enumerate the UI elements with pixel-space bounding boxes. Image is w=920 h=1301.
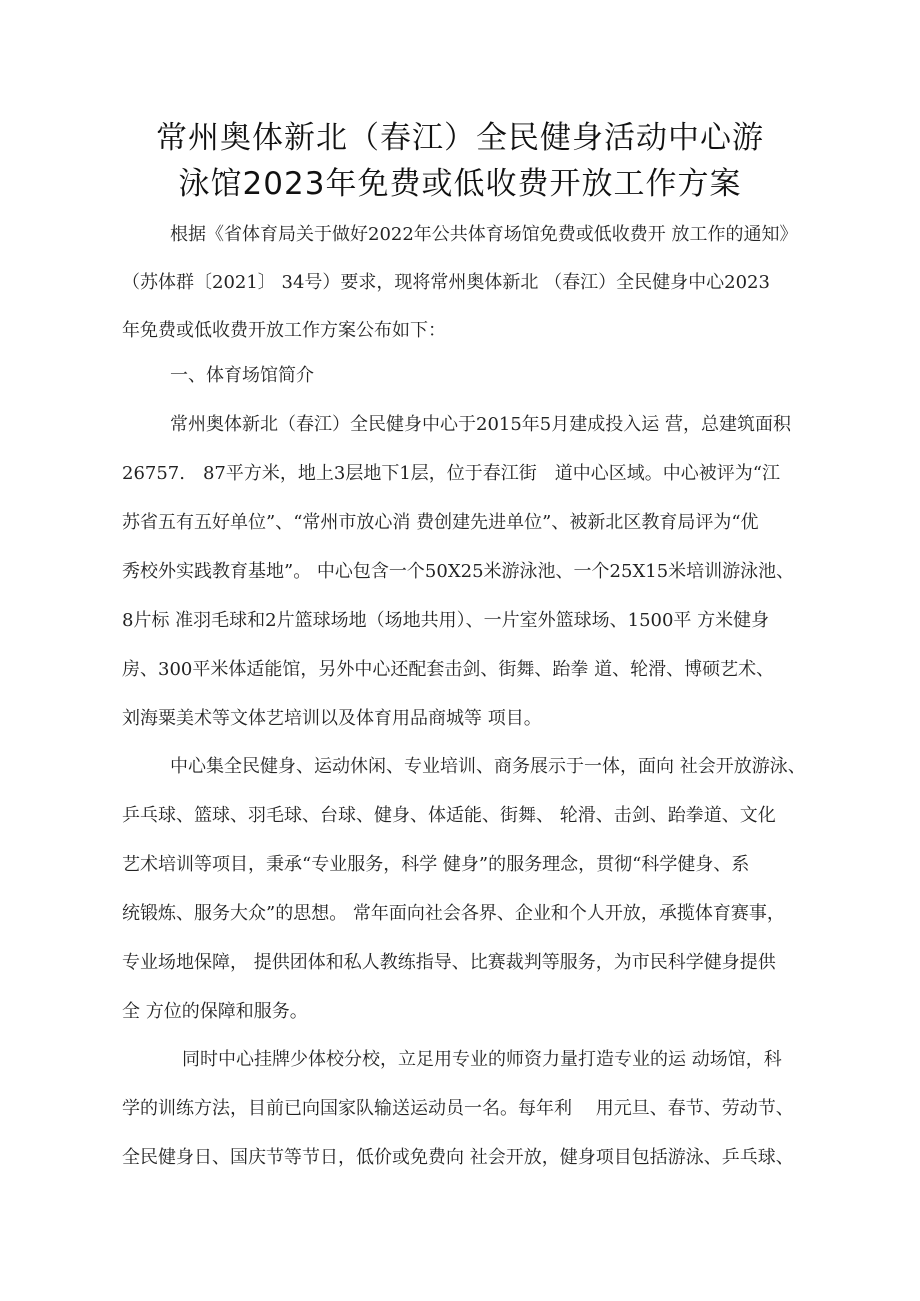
- para1-line-5: 8片标 准羽毛球和2片篮球场地（场地共用）、一片室外篮球场、1500平 方米健身: [122, 610, 770, 631]
- intro-line-1: 根据《省体育局关于做好2022年公共体育场馆免费或低收费开 放工作的通知》: [170, 224, 798, 245]
- document-title-line-2: 泳馆2023年免费或低收费开放工作方案: [178, 166, 742, 202]
- para1-line-4: 秀校外实践教育基地”。 中心包含一个50X25米游泳池、一个25X15米培训游泳池、: [122, 561, 795, 582]
- para2-line-4: 统锻炼、服务大众”的思想。 常年面向社会各界、企业和个人开放，承揽体育赛事，: [122, 903, 785, 924]
- para3-line-3: 全民健身日、国庆节等节日，低价或免费向 社会开放，健身项目包括游泳、乒乓球、: [122, 1147, 794, 1168]
- para3-line-2: 学的训练方法，目前已向国家队输送运动员一名。每年利 用元旦、春节、劳动节、: [122, 1098, 794, 1119]
- para1-line-3: 苏省五有五好单位”、“常州市放心消 费创建先进单位”、被新北区教育局评为“优: [122, 512, 759, 533]
- para2-line-6: 全 方位的保障和服务。: [122, 1001, 308, 1022]
- para1-line-7: 刘海粟美术等文体艺培训以及体育用品商城等 项目。: [122, 708, 542, 729]
- section-heading-1: 一、体育场馆简介: [170, 365, 314, 386]
- para1-line-6: 房、300平米体适能馆，另外中心还配套击剑、街舞、跆拳 道、轮滑、博硕艺术、: [122, 659, 775, 680]
- intro-line-2: （苏体群〔2021〕 34号）要求，现将常州奥体新北 （春江）全民健身中心2023: [122, 272, 770, 293]
- para3-line-1: 同时中心挂牌少体校分校，立足用专业的师资力量打造专业的运 动场馆，科: [182, 1049, 782, 1070]
- para1-line-1: 常州奥体新北（春江）全民健身中心于2015年5月建成投入运 营，总建筑面积: [170, 414, 791, 435]
- para1-line-2: 26757. 87平方米，地上3层地下1层，位于春江街 道中心区域。中心被评为“江: [122, 463, 780, 484]
- para2-line-3: 艺术培训等项目，秉承“专业服务，科学 健身”的服务理念，贯彻“科学健身、系: [122, 854, 750, 875]
- para2-line-5: 专业场地保障， 提供团体和私人教练指导、比赛裁判等服务，为市民科学健身提供: [122, 952, 776, 973]
- document-title-line-1: 常州奥体新北（春江）全民健身活动中心游: [156, 120, 764, 156]
- intro-line-3: 年免费或低收费开放工作方案公布如下：: [122, 320, 446, 341]
- para2-line-2: 乒乓球、篮球、羽毛球、台球、健身、体适能、街舞、 轮滑、击剑、跆拳道、文化: [122, 805, 776, 826]
- para2-line-1: 中心集全民健身、运动休闲、专业培训、商务展示于一体，面向 社会开放游泳、: [170, 756, 806, 777]
